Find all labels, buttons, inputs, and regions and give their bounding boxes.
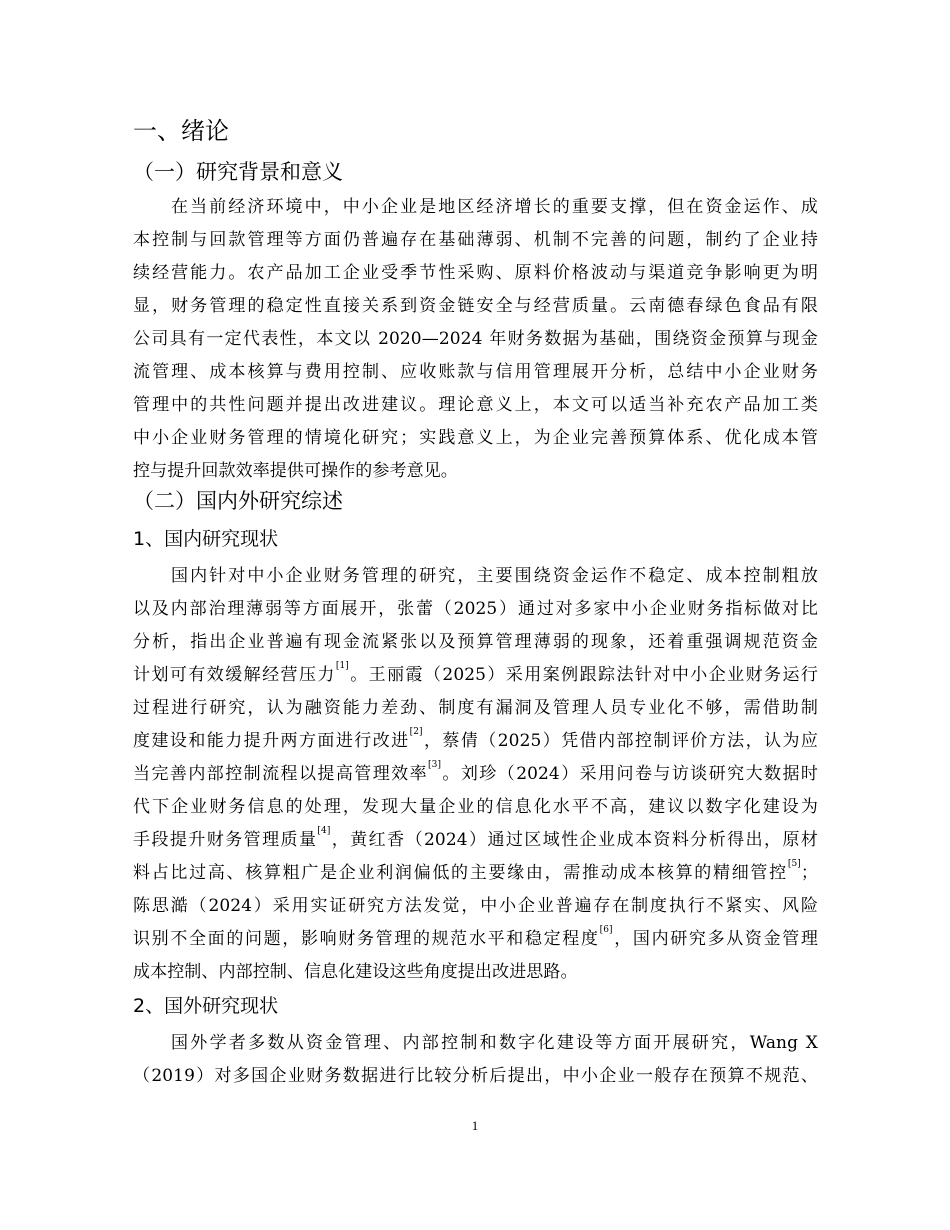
text-line: 本控制与回款管理等方面仍普遍存在基础薄弱、机制不完善的问题，制约了企业持 [133, 230, 818, 250]
text-segment: ，国内研究多从资金管理 [612, 929, 818, 949]
text-line: 控与提升回款效率提供可操作的参考意见。 [133, 461, 458, 481]
paragraph-domestic [133, 560, 818, 989]
citation-2: [2] [409, 727, 423, 737]
text-segment: ； [800, 863, 818, 883]
section-heading-review: （二）国内外研究综述 [133, 489, 343, 513]
text-line: 陈思澔（2024）采用实证研究方法发觉，中小企业普遍存在制度执行不紧实、风险 [133, 896, 818, 916]
text-line [133, 659, 818, 692]
text-line [133, 725, 818, 758]
text-segment: 当完善内部控制流程以提高管理效率 [133, 764, 429, 784]
text-line: 以及内部治理薄弱等方面展开，张蕾（2025）通过对多家中小企业财务指标做对比 [133, 599, 818, 619]
text-segment: 。王丽霞（2025）采用案例跟踪法针对中小企业财务运行 [348, 665, 818, 685]
citation-1: [1] [335, 661, 349, 671]
citation-4: [4] [317, 826, 331, 836]
text-line: 过程进行研究，认为融资能力差劲、制度有漏洞及管理人员专业化不够，需借助制 [133, 698, 818, 718]
text-line: （2019）对多国企业财务数据进行比较分析后提出，中小企业一般存在预算不规范、 [133, 1066, 818, 1086]
citation-3: [3] [428, 760, 442, 770]
page-number: 1 [471, 1118, 479, 1133]
text-line: 续经营能力。农产品加工企业受季节性采购、原料价格波动与渠道竞争影响更为明 [133, 263, 818, 283]
text-segment: 。刘珍（2024）采用问卷与访谈研究大数据时 [441, 764, 818, 784]
text-segment: ，蔡倩（2025）凭借内部控制评价方法，认为应 [422, 731, 818, 751]
paragraph-foreign [133, 1027, 818, 1093]
text-line [133, 824, 818, 857]
subsection-heading-domestic: 1、国内研究现状 [133, 528, 279, 550]
text-line: 显，财务管理的稳定性直接关系到资金链安全与经营质量。云南德春绿色食品有限 [133, 296, 818, 316]
text-line: 国外学者多数从资金管理、内部控制和数字化建设等方面开展研究，Wang X [171, 1033, 818, 1053]
text-line [133, 758, 818, 791]
subsection-heading-foreign: 2、国外研究现状 [133, 995, 279, 1017]
text-segment: 手段提升财务管理质量 [133, 830, 318, 850]
text-segment: 计划可有效缓解经营压力 [133, 665, 336, 685]
text-line [133, 857, 818, 890]
chapter-heading: 一、绪论 [133, 117, 229, 145]
text-line: 成本控制、内部控制、信息化建设这些角度提出改进思路。 [133, 962, 578, 982]
citation-5: [5] [787, 859, 801, 869]
text-line: 管理中的共性问题并提出改进建议。理论意义上，本文可以适当补充农产品加工类 [133, 395, 818, 415]
text-segment: 度建设和能力提升两方面进行改进 [133, 731, 410, 751]
text-line: 流管理、成本核算与费用控制、应收账款与信用管理展开分析，总结中小企业财务 [133, 362, 818, 382]
text-segment: ，黄红香（2024）通过区域性企业成本资料分析得出，原材 [330, 830, 819, 850]
text-segment: 识别不全面的问题，影响财务管理的规范水平和稳定程度 [133, 929, 600, 949]
text-line [133, 923, 818, 956]
text-line: 代下企业财务信息的处理，发现大量企业的信息化水平不高，建议以数字化建设为 [133, 797, 818, 817]
text-line: 分析，指出企业普遍有现金流紧张以及预算管理薄弱的现象，还着重强调规范资金 [133, 632, 818, 652]
text-segment: 料占比过高、核算粗广是企业利润偏低的主要缘由，需推动成本核算的精细管控 [133, 863, 788, 883]
text-line: 国内针对中小企业财务管理的研究，主要围绕资金运作不稳定、成本控制粗放 [171, 566, 818, 586]
text-line: 公司具有一定代表性，本文以 2020—2024 年财务数据为基础，围绕资金预算与现金 [133, 329, 818, 349]
text-line: 中小企业财务管理的情境化研究；实践意义上，为企业完善预算体系、优化成本管 [133, 428, 818, 448]
paragraph-background [133, 191, 818, 488]
citation-6: [6] [599, 925, 613, 935]
text-line: 在当前经济环境中，中小企业是地区经济增长的重要支撑，但在资金运作、成 [171, 197, 818, 217]
section-heading-background: （一）研究背景和意义 [133, 160, 343, 184]
